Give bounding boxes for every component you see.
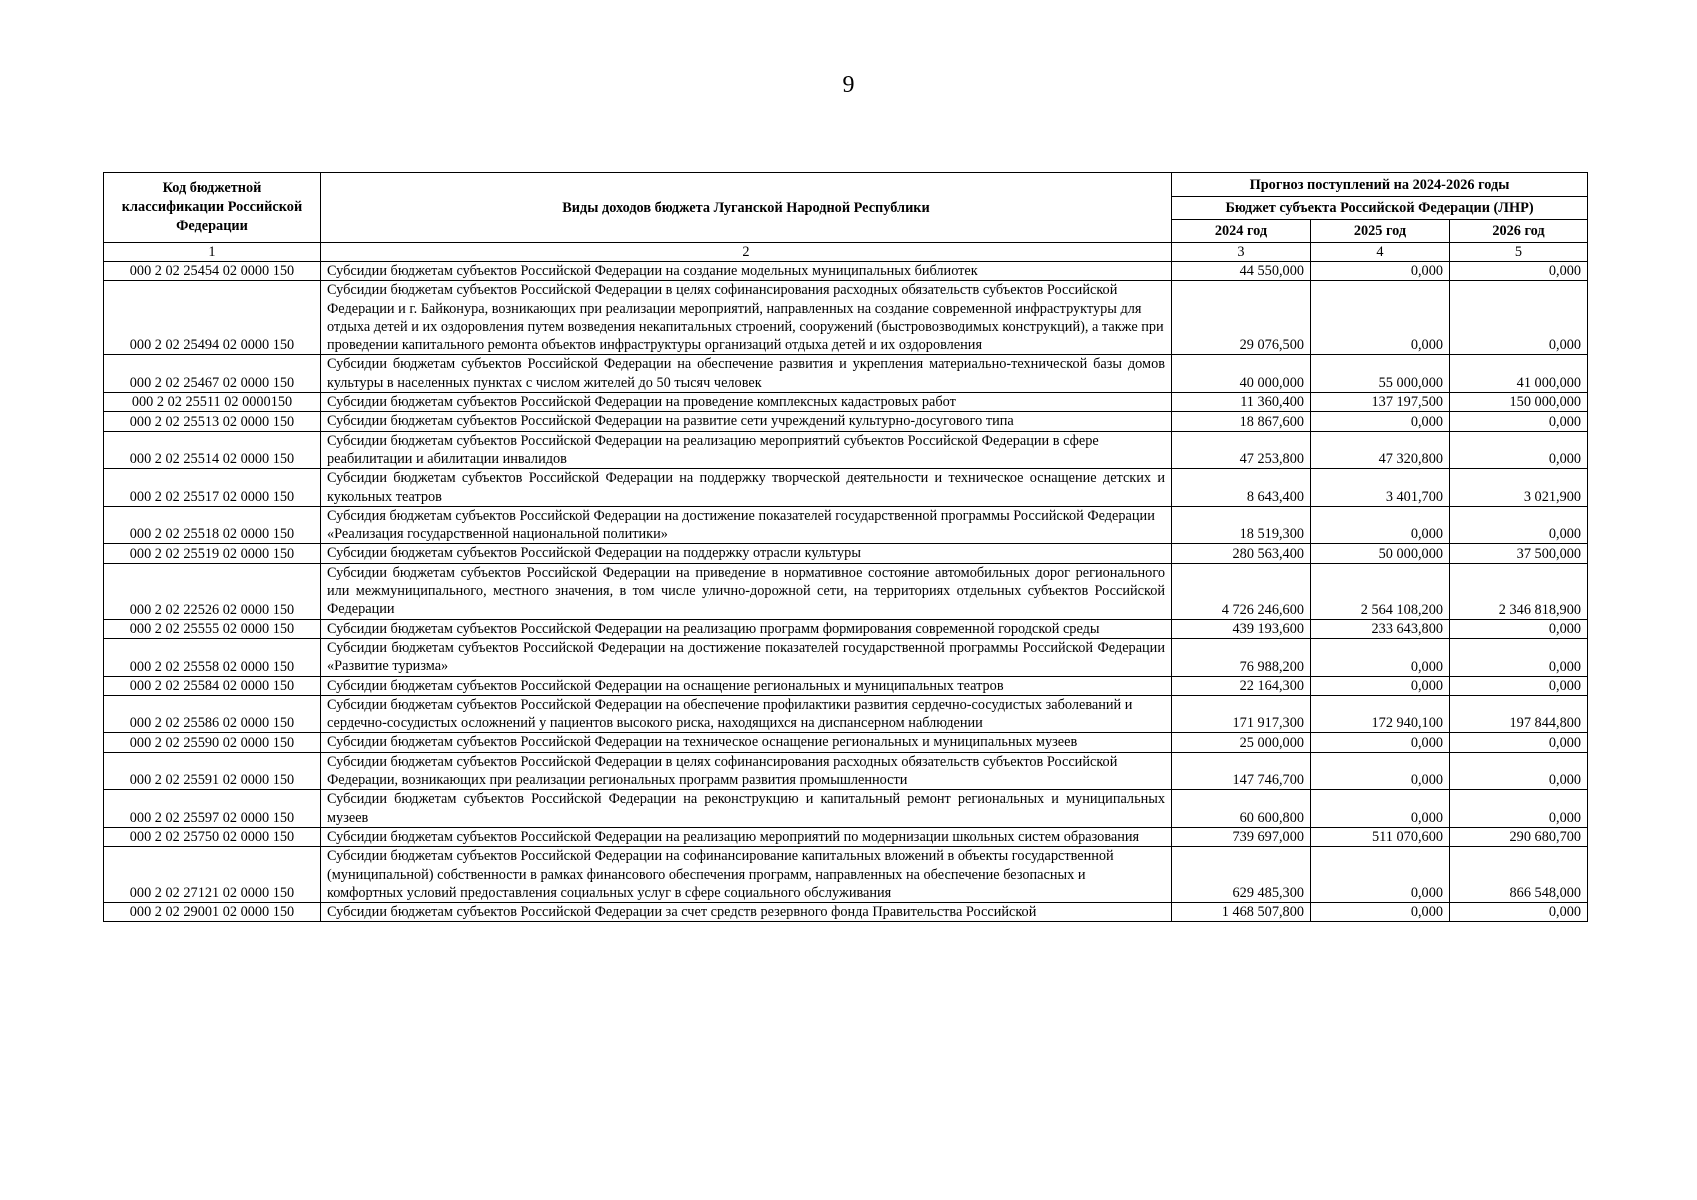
column-number: 5 <box>1450 243 1588 262</box>
amount-2026-cell: 0,000 <box>1450 752 1588 790</box>
budget-code-cell: 000 2 02 27121 02 0000 150 <box>104 847 321 903</box>
amount-2024-cell: 1 468 507,800 <box>1172 903 1311 922</box>
amount-2024-cell: 29 076,500 <box>1172 281 1311 355</box>
budget-code-cell: 000 2 02 25597 02 0000 150 <box>104 790 321 828</box>
column-number: 3 <box>1172 243 1311 262</box>
revenue-description-cell: Субсидии бюджетам субъектов Российской Федерации на поддержку отрасли культуры <box>321 544 1172 563</box>
amount-2025-cell: 0,000 <box>1311 506 1450 544</box>
revenue-description-cell: Субсидии бюджетам субъектов Российской Федерации за счет средств резервного фонда Правительства Российской <box>321 903 1172 922</box>
table-row <box>104 733 1588 752</box>
budget-code-cell: 000 2 02 25513 02 0000 150 <box>104 412 321 431</box>
amount-2026-cell: 41 000,000 <box>1450 355 1588 393</box>
amount-2026-cell: 197 844,800 <box>1450 695 1588 733</box>
budget-code-cell: 000 2 02 25584 02 0000 150 <box>104 676 321 695</box>
amount-2024-cell: 147 746,700 <box>1172 752 1311 790</box>
revenue-description-cell: Субсидии бюджетам субъектов Российской Федерации в целях софинансирования расходных обязательств субъектов Российской Федерации и г. Байконура, возникающих при реализации мероприятий, направленных на создание современной инфраструктуры для отдыха детей и их оздоровления путем возведения некапитальных строений, сооружений (быстровозводимых конструкций), а также при проведении капитального ремонта объектов инфраструктуры организаций отдыха детей и их оздоровления <box>321 281 1172 355</box>
budget-code-cell: 000 2 02 25517 02 0000 150 <box>104 469 321 507</box>
amount-2025-cell: 50 000,000 <box>1311 544 1450 563</box>
table-row <box>104 563 1588 619</box>
amount-2025-cell: 0,000 <box>1311 847 1450 903</box>
revenue-description-cell: Субсидии бюджетам субъектов Российской Федерации на реализацию мероприятий субъектов Российской Федерации в сфере реабилитации и абилитации инвалидов <box>321 431 1172 469</box>
amount-2025-cell: 172 940,100 <box>1311 695 1450 733</box>
budget-code-cell: 000 2 02 25519 02 0000 150 <box>104 544 321 563</box>
amount-2026-cell: 290 680,700 <box>1450 827 1588 846</box>
amount-2025-cell: 0,000 <box>1311 752 1450 790</box>
table-row <box>104 619 1588 638</box>
table-row <box>104 412 1588 431</box>
amount-2026-cell: 2 346 818,900 <box>1450 563 1588 619</box>
budget-code-cell: 000 2 02 25555 02 0000 150 <box>104 619 321 638</box>
budget-code-cell: 000 2 02 25514 02 0000 150 <box>104 431 321 469</box>
table-row <box>104 431 1588 469</box>
revenue-description-cell: Субсидии бюджетам субъектов Российской Федерации на приведение в нормативное состояние автомобильных дорог регионального или межмуниципального, местного значения, в том числе улично-дорожной сети, на территориях отдельных субъектов Российской Федерации <box>321 563 1172 619</box>
amount-2024-cell: 22 164,300 <box>1172 676 1311 695</box>
amount-2025-cell: 0,000 <box>1311 676 1450 695</box>
budget-code-cell: 000 2 02 29001 02 0000 150 <box>104 903 321 922</box>
amount-2025-cell: 137 197,500 <box>1311 393 1450 412</box>
budget-code-cell: 000 2 02 25590 02 0000 150 <box>104 733 321 752</box>
amount-2026-cell: 866 548,000 <box>1450 847 1588 903</box>
table-row <box>104 262 1588 281</box>
amount-2026-cell: 0,000 <box>1450 619 1588 638</box>
table-row <box>104 638 1588 676</box>
budget-code-cell: 000 2 02 25558 02 0000 150 <box>104 638 321 676</box>
table-row <box>104 827 1588 846</box>
budget-code-cell: 000 2 02 25494 02 0000 150 <box>104 281 321 355</box>
revenue-description-cell: Субсидии бюджетам субъектов Российской Федерации на техническое оснащение региональных и муниципальных музеев <box>321 733 1172 752</box>
budget-code-cell: 000 2 02 25591 02 0000 150 <box>104 752 321 790</box>
revenue-description-cell: Субсидии бюджетам субъектов Российской Федерации на оснащение региональных и муниципальных театров <box>321 676 1172 695</box>
amount-2024-cell: 629 485,300 <box>1172 847 1311 903</box>
table-row <box>104 506 1588 544</box>
amount-2024-cell: 47 253,800 <box>1172 431 1311 469</box>
revenue-description-cell: Субсидии бюджетам субъектов Российской Федерации на реализацию мероприятий по модернизации школьных систем образования <box>321 827 1172 846</box>
column-number: 4 <box>1311 243 1450 262</box>
amount-2026-cell: 0,000 <box>1450 790 1588 828</box>
revenue-description-cell: Субсидии бюджетам субъектов Российской Федерации на реконструкцию и капитальный ремонт региональных и муниципальных музеев <box>321 790 1172 828</box>
header-description: Виды доходов бюджета Луганской Народной Республики <box>321 173 1172 243</box>
amount-2026-cell: 0,000 <box>1450 676 1588 695</box>
amount-2025-cell: 47 320,800 <box>1311 431 1450 469</box>
amount-2024-cell: 18 867,600 <box>1172 412 1311 431</box>
revenue-description-cell: Субсидии бюджетам субъектов Российской Федерации на создание модельных муниципальных библиотек <box>321 262 1172 281</box>
table-row <box>104 847 1588 903</box>
revenue-description-cell: Субсидии бюджетам субъектов Российской Федерации на реализацию программ формирования современной городской среды <box>321 619 1172 638</box>
amount-2026-cell: 0,000 <box>1450 638 1588 676</box>
budget-code-cell: 000 2 02 25518 02 0000 150 <box>104 506 321 544</box>
table-row <box>104 469 1588 507</box>
amount-2025-cell: 0,000 <box>1311 790 1450 828</box>
amount-2024-cell: 25 000,000 <box>1172 733 1311 752</box>
amount-2024-cell: 44 550,000 <box>1172 262 1311 281</box>
amount-2026-cell: 0,000 <box>1450 431 1588 469</box>
amount-2024-cell: 18 519,300 <box>1172 506 1311 544</box>
amount-2024-cell: 40 000,000 <box>1172 355 1311 393</box>
revenue-description-cell: Субсидия бюджетам субъектов Российской Федерации на достижение показателей государственной программы Российской Федерации «Реализация государственной национальной политики» <box>321 506 1172 544</box>
table-row <box>104 393 1588 412</box>
amount-2024-cell: 171 917,300 <box>1172 695 1311 733</box>
revenue-description-cell: Субсидии бюджетам субъектов Российской Федерации на достижение показателей государственной программы Российской Федерации «Развитие туризма» <box>321 638 1172 676</box>
amount-2025-cell: 0,000 <box>1311 281 1450 355</box>
header-year-2026: 2026 год <box>1450 220 1588 243</box>
revenue-description-cell: Субсидии бюджетам субъектов Российской Федерации на софинансирование капитальных вложений в объекты государственной (муниципальной) собственности в рамках финансового обеспечения программ, направленных на обеспечение безопасных и комфортных условий предоставления социальных услуг в сфере социального обслуживания <box>321 847 1172 903</box>
revenue-description-cell: Субсидии бюджетам субъектов Российской Федерации на развитие сети учреждений культурно-досугового типа <box>321 412 1172 431</box>
revenue-description-cell: Субсидии бюджетам субъектов Российской Федерации в целях софинансирования расходных обязательств субъектов Российской Федерации, возникающих при реализации региональных программ развития промышленности <box>321 752 1172 790</box>
amount-2026-cell: 0,000 <box>1450 733 1588 752</box>
amount-2026-cell: 3 021,900 <box>1450 469 1588 507</box>
amount-2024-cell: 76 988,200 <box>1172 638 1311 676</box>
amount-2026-cell: 0,000 <box>1450 506 1588 544</box>
page-number: 9 <box>842 72 855 98</box>
amount-2024-cell: 739 697,000 <box>1172 827 1311 846</box>
revenue-description-cell: Субсидии бюджетам субъектов Российской Федерации на обеспечение профилактики развития сердечно-сосудистых заболеваний и сердечно-сосудистых осложнений у пациентов высокого риска, находящихся на диспансерном наблюдении <box>321 695 1172 733</box>
table-row <box>104 790 1588 828</box>
budget-code-cell: 000 2 02 25511 02 0000150 <box>104 393 321 412</box>
revenue-description-cell: Субсидии бюджетам субъектов Российской Федерации на поддержку творческой деятельности и техническое оснащение детских и кукольных театров <box>321 469 1172 507</box>
table-row <box>104 281 1588 355</box>
amount-2025-cell: 0,000 <box>1311 733 1450 752</box>
amount-2025-cell: 511 070,600 <box>1311 827 1450 846</box>
header-budget: Бюджет субъекта Российской Федерации (ЛНР) <box>1172 197 1588 220</box>
budget-code-cell: 000 2 02 22526 02 0000 150 <box>104 563 321 619</box>
budget-code-cell: 000 2 02 25750 02 0000 150 <box>104 827 321 846</box>
amount-2024-cell: 8 643,400 <box>1172 469 1311 507</box>
amount-2024-cell: 11 360,400 <box>1172 393 1311 412</box>
table-row <box>104 355 1588 393</box>
column-number: 1 <box>104 243 321 262</box>
table-row <box>104 676 1588 695</box>
column-number: 2 <box>321 243 1172 262</box>
budget-code-cell: 000 2 02 25454 02 0000 150 <box>104 262 321 281</box>
amount-2024-cell: 4 726 246,600 <box>1172 563 1311 619</box>
amount-2026-cell: 0,000 <box>1450 281 1588 355</box>
header-code: Код бюджетной классификации Российской Федерации <box>104 173 321 243</box>
amount-2024-cell: 60 600,800 <box>1172 790 1311 828</box>
revenue-description-cell: Субсидии бюджетам субъектов Российской Федерации на проведение комплексных кадастровых работ <box>321 393 1172 412</box>
amount-2026-cell: 0,000 <box>1450 903 1588 922</box>
table-row <box>104 544 1588 563</box>
amount-2026-cell: 37 500,000 <box>1450 544 1588 563</box>
amount-2025-cell: 55 000,000 <box>1311 355 1450 393</box>
amount-2025-cell: 0,000 <box>1311 903 1450 922</box>
amount-2025-cell: 233 643,800 <box>1311 619 1450 638</box>
table-row <box>104 695 1588 733</box>
amount-2026-cell: 150 000,000 <box>1450 393 1588 412</box>
revenue-description-cell: Субсидии бюджетам субъектов Российской Федерации на обеспечение развития и укрепления материально-технической базы домов культуры в населенных пунктах с числом жителей до 50 тысяч человек <box>321 355 1172 393</box>
budget-revenue-table <box>103 172 1588 922</box>
amount-2024-cell: 280 563,400 <box>1172 544 1311 563</box>
table-row <box>104 903 1588 922</box>
amount-2026-cell: 0,000 <box>1450 262 1588 281</box>
budget-code-cell: 000 2 02 25467 02 0000 150 <box>104 355 321 393</box>
table-row <box>104 752 1588 790</box>
budget-code-cell: 000 2 02 25586 02 0000 150 <box>104 695 321 733</box>
header-forecast: Прогноз поступлений на 2024-2026 годы <box>1172 173 1588 197</box>
header-year-2025: 2025 год <box>1311 220 1450 243</box>
amount-2025-cell: 0,000 <box>1311 412 1450 431</box>
amount-2026-cell: 0,000 <box>1450 412 1588 431</box>
header-year-2024: 2024 год <box>1172 220 1311 243</box>
amount-2025-cell: 0,000 <box>1311 262 1450 281</box>
amount-2025-cell: 2 564 108,200 <box>1311 563 1450 619</box>
amount-2024-cell: 439 193,600 <box>1172 619 1311 638</box>
amount-2025-cell: 0,000 <box>1311 638 1450 676</box>
amount-2025-cell: 3 401,700 <box>1311 469 1450 507</box>
